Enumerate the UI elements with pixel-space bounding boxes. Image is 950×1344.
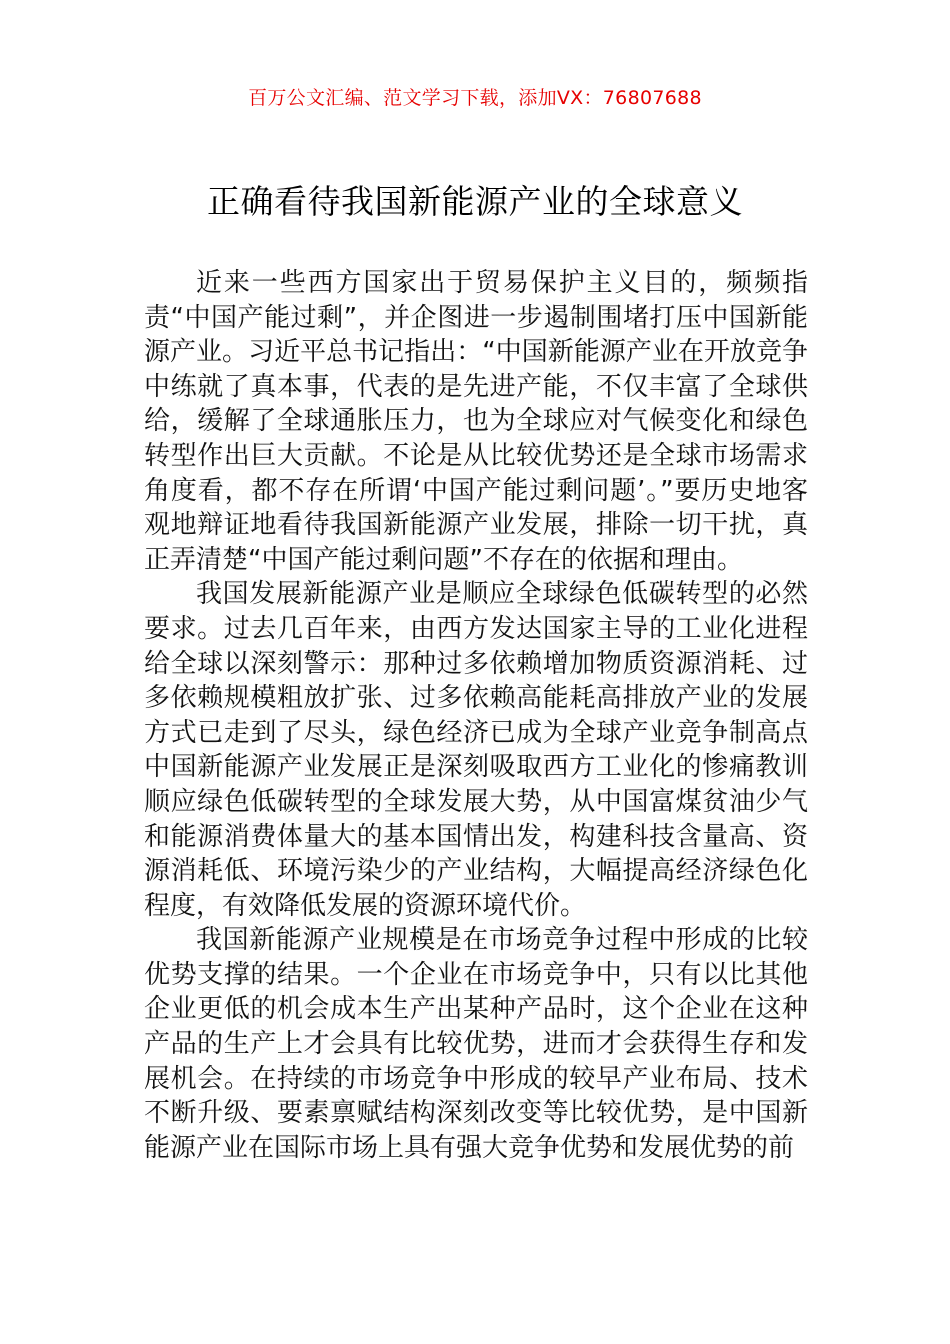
document-title: 正确看待我国新能源产业的全球意义 bbox=[207, 182, 743, 221]
paragraph-2: 我国发展新能源产业是顺应全球绿色低碳转型的必然要求。过去几百年来，由西方发达国家主导的工业化进程给全球以深刻警示：那种过多依赖增加物质资源消耗、过多依赖规模粗放扩张、过多依赖高能耗高排放产业的发展方式已走到了尽头，绿色经济已成为全球产业竞争制高点中国新能源产业发展正是深刻吸取西方工业化的惨痛教训顺应绿色低碳转型的全球发展大势，从中国富煤贫油少气和能源消费体量大的基本国情出发，构建科技含量高、资源消耗低、环境污染少的产业结构，大幅提高经济绿色化程度，有效降低发展的资源环境代价。 bbox=[144, 579, 808, 921]
download-notice: 百万公文汇编、范文学习下载，添加VX：76807688 bbox=[248, 87, 702, 109]
paragraph-3: 我国新能源产业规模是在市场竞争过程中形成的比较优势支撑的结果。一个企业在市场竞争中，只有以比其他企业更低的机会成本生产出某种产品时，这个企业在这种产品的生产上才会具有比较优势，进而才会获得生存和发展机会。在持续的市场竞争中形成的较早产业布局、技术不断升级、要素禀赋结构深刻改变等比较优势，是中国新能源产业在国际市场上具有强大竞争优势和发展优势的前 bbox=[144, 925, 808, 1163]
document-body bbox=[144, 266, 808, 1165]
paragraph-1: 近来一些西方国家出于贸易保护主义目的，频频指责“中国产能过剩”，并企图进一步遏制围堵打压中国新能源产业。习近平总书记指出：“中国新能源产业在开放竞争中练就了真本事，代表的是先进产能，不仅丰富了全球供给，缓解了全球通胀压力，也为全球应对气候变化和绿色转型作出巨大贡献。不论是从比较优势还是全球市场需求角度看，都不存在所谓‘中国产能过剩问题’。”要历史地客观地辩证地看待我国新能源产业发展，排除一切干扰，真正弄清楚“中国产能过剩问题”不存在的依据和理由。 bbox=[144, 268, 808, 575]
